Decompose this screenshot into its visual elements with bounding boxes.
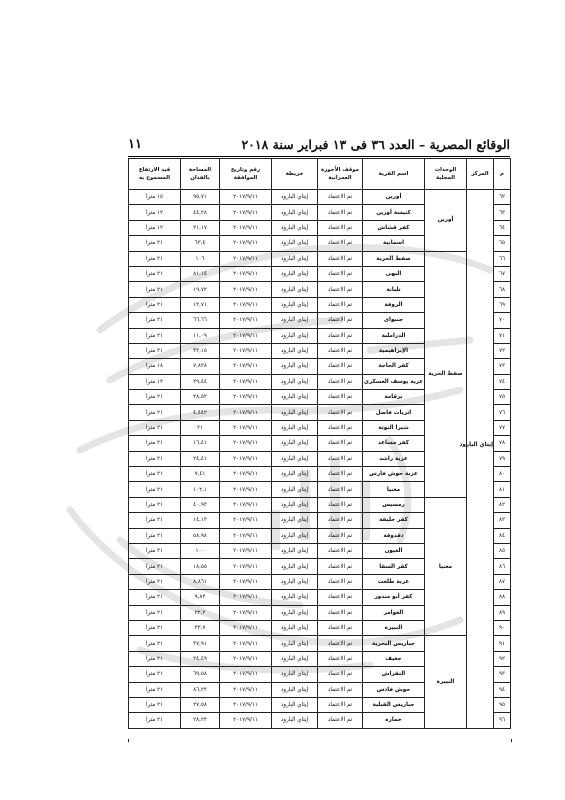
map-cell: إيتاي البارود — [272, 436, 318, 451]
village-name-cell: اسمانية — [363, 236, 425, 251]
approval-date-cell: ٢٠١٧/٩/١١ — [220, 605, 272, 620]
row-number-cell: ٧٦ — [494, 405, 511, 420]
approval-date-cell: ٢٠١٧/٩/١١ — [220, 682, 272, 697]
approval-date-cell: ٢٠١٧/٩/١١ — [220, 405, 272, 420]
village-name-cell: كفر خليفة — [363, 513, 425, 528]
height-limit-cell: ٢١ مترا — [129, 482, 181, 497]
area-cell: ١٦,٤١ — [181, 436, 220, 451]
status-cell: تم الاعتماد — [318, 467, 363, 482]
map-cell: إيتاي البارود — [272, 359, 318, 374]
page-number: ١١ — [128, 137, 142, 152]
area-cell: ٥٨,٩٨ — [181, 528, 220, 543]
area-cell: ٧,٨٢٨ — [181, 359, 220, 374]
village-name-cell: النبيرة — [363, 620, 425, 635]
area-cell: ٧,٤١ — [181, 467, 220, 482]
village-name-cell: عزبة يوسف العسكرى — [363, 374, 425, 389]
map-cell: إيتاي البارود — [272, 636, 318, 651]
row-number-cell: ٦٧ — [494, 266, 511, 281]
village-name-cell: صفط الحرية — [363, 251, 425, 266]
map-cell: إيتاي البارود — [272, 190, 318, 205]
approval-date-cell: ٢٠١٧/٩/١١ — [220, 451, 272, 466]
header-rule — [128, 156, 510, 157]
area-cell: ١١,٠٩ — [181, 328, 220, 343]
height-limit-cell: ٢١ مترا — [129, 590, 181, 605]
area-cell: ٤٤,٢٨ — [181, 205, 220, 220]
status-cell: تم الاعتماد — [318, 559, 363, 574]
area-cell: ٢٨,٥٢ — [181, 390, 220, 405]
status-cell: تم الاعتماد — [318, 405, 363, 420]
village-name-cell: تلبانة — [363, 282, 425, 297]
row-number-cell: ٩٠ — [494, 620, 511, 635]
row-number-cell: ٧٣ — [494, 359, 511, 374]
height-limit-cell: ٢١ مترا — [129, 636, 181, 651]
row-number-cell: ٧٠ — [494, 313, 511, 328]
status-cell: تم الاعتماد — [318, 343, 363, 358]
status-cell: تم الاعتماد — [318, 636, 363, 651]
status-cell: تم الاعتماد — [318, 313, 363, 328]
map-cell: إيتاي البارود — [272, 513, 318, 528]
row-number-cell: ٦٥ — [494, 236, 511, 251]
height-limit-cell: ٢١ مترا — [129, 282, 181, 297]
approval-date-cell: ٢٠١٧/٩/١١ — [220, 620, 272, 635]
height-limit-cell: ٢١ مترا — [129, 620, 181, 635]
approval-date-cell: ٢٠١٧/٩/١١ — [220, 436, 272, 451]
column-header: اسم القرية — [363, 159, 425, 190]
height-limit-cell: ٢١ مترا — [129, 682, 181, 697]
area-cell: ١٤,١٣ — [181, 513, 220, 528]
height-limit-cell: ٢١ مترا — [129, 667, 181, 682]
map-cell: إيتاي البارود — [272, 667, 318, 682]
village-name-cell: عزبة راشد — [363, 451, 425, 466]
row-number-cell: ٩١ — [494, 636, 511, 651]
row-number-cell: ٦٦ — [494, 251, 511, 266]
height-limit-cell: ٢١ مترا — [129, 343, 181, 358]
row-number-cell: ٧٤ — [494, 374, 511, 389]
column-header: م — [494, 159, 511, 190]
map-cell: إيتاي البارود — [272, 390, 318, 405]
village-name-cell: الروقة — [363, 297, 425, 312]
map-cell: إيتاي البارود — [272, 313, 318, 328]
approval-date-cell: ٢٠١٧/٩/١١ — [220, 574, 272, 589]
row-number-cell: ٨٥ — [494, 543, 511, 558]
row-number-cell: ٩٦ — [494, 713, 511, 728]
row-number-cell: ٧٢ — [494, 343, 511, 358]
row-number-cell: ٩٣ — [494, 667, 511, 682]
village-name-cell: حوش فادس — [363, 682, 425, 697]
row-number-cell: ٧١ — [494, 328, 511, 343]
map-cell: إيتاي البارود — [272, 574, 318, 589]
approval-date-cell: ٢٠١٧/٩/١١ — [220, 297, 272, 312]
height-limit-cell: ١٢ مترا — [129, 374, 181, 389]
gazette-issue-title: الوقائع المصرية – العدد ٣٦ فى ١٣ فبراير سنة ٢٠١٨ — [241, 137, 510, 152]
row-number-cell: ٧٥ — [494, 390, 511, 405]
map-cell: إيتاي البارود — [272, 251, 318, 266]
map-cell: إيتاي البارود — [272, 343, 318, 358]
approval-date-cell: ٢٠١٧/٩/١١ — [220, 467, 272, 482]
row-number-cell: ٨٣ — [494, 513, 511, 528]
area-cell: ٨١,١٤ — [181, 266, 220, 281]
approval-date-cell: ٢٠١٧/٩/١١ — [220, 667, 272, 682]
approval-date-cell: ٢٠١٧/٩/١١ — [220, 282, 272, 297]
row-number-cell: ٨١ — [494, 482, 511, 497]
approval-date-cell: ٢٠١٧/٩/١١ — [220, 251, 272, 266]
status-cell: تم الاعتماد — [318, 390, 363, 405]
height-limit-cell: ٢١ مترا — [129, 390, 181, 405]
status-cell: تم الاعتماد — [318, 374, 363, 389]
village-name-cell: اتريات فاضل — [363, 405, 425, 420]
approval-date-cell: ٢٠١٧/٩/١١ — [220, 190, 272, 205]
status-cell: تم الاعتماد — [318, 605, 363, 620]
table-continuation — [128, 739, 512, 742]
map-cell: إيتاي البارود — [272, 590, 318, 605]
height-limit-cell: ٢١ مترا — [129, 236, 181, 251]
area-cell: ١٣,٧١ — [181, 297, 220, 312]
status-cell: تم الاعتماد — [318, 266, 363, 281]
table-header-row — [129, 159, 511, 190]
row-number-cell: ٦٤ — [494, 220, 511, 235]
status-cell: تم الاعتماد — [318, 282, 363, 297]
column-header: المركز — [467, 159, 494, 190]
status-cell: تم الاعتماد — [318, 651, 363, 666]
map-cell: إيتاي البارود — [272, 543, 318, 558]
map-cell: إيتاي البارود — [272, 220, 318, 235]
map-cell: إيتاي البارود — [272, 605, 318, 620]
area-cell: ٦٣,٤ — [181, 236, 220, 251]
approval-date-cell: ٢٠١٧/٩/١١ — [220, 420, 272, 435]
row-number-cell: ٩٤ — [494, 682, 511, 697]
village-name-cell: الإبراهيمية — [363, 343, 425, 358]
row-number-cell: ٩٥ — [494, 697, 511, 712]
approval-date-cell: ٢٠١٧/٩/١١ — [220, 697, 272, 712]
approval-date-cell: ٢٠١٧/٩/١١ — [220, 205, 272, 220]
row-number-cell: ٧٨ — [494, 436, 511, 451]
status-cell: تم الاعتماد — [318, 574, 363, 589]
status-cell: تم الاعتماد — [318, 328, 363, 343]
table-row — [129, 497, 511, 512]
table-row — [129, 190, 511, 205]
area-cell: ١٩,٧٢ — [181, 282, 220, 297]
map-cell: إيتاي البارود — [272, 420, 318, 435]
height-limit-cell: ٢١ مترا — [129, 251, 181, 266]
area-cell: ٩٥,٧١ — [181, 190, 220, 205]
height-limit-cell: ٢١ مترا — [129, 420, 181, 435]
area-cell: ٩,٨٢ — [181, 590, 220, 605]
height-limit-cell: ٢١ مترا — [129, 651, 181, 666]
row-number-cell: ٨٦ — [494, 559, 511, 574]
map-cell: إيتاي البارود — [272, 405, 318, 420]
map-cell: إيتاي البارود — [272, 451, 318, 466]
area-cell: ٦٦,٦٦ — [181, 313, 220, 328]
map-cell: إيتاي البارود — [272, 497, 318, 512]
map-cell: إيتاي البارود — [272, 620, 318, 635]
approval-date-cell: ٢٠١٧/٩/١١ — [220, 590, 272, 605]
status-cell: تم الاعتماد — [318, 236, 363, 251]
area-cell: ٢٧,٥٨ — [181, 697, 220, 712]
page-header — [128, 137, 510, 155]
height-limit-cell: ٢١ مترا — [129, 559, 181, 574]
height-limit-cell: ٢١ مترا — [129, 513, 181, 528]
row-number-cell: ٨٢ — [494, 497, 511, 512]
approval-date-cell: ٢٠١٧/٩/١١ — [220, 528, 272, 543]
area-cell: ١٠٢,١ — [181, 482, 220, 497]
area-cell: ٢١,١٧ — [181, 220, 220, 235]
village-name-cell: شبرا النوتة — [363, 420, 425, 435]
approval-date-cell: ٢٠١٧/٩/١١ — [220, 651, 272, 666]
height-limit-cell: ٢١ مترا — [129, 328, 181, 343]
row-number-cell: ٦٨ — [494, 282, 511, 297]
map-cell: إيتاي البارود — [272, 266, 318, 281]
map-cell: إيتاي البارود — [272, 651, 318, 666]
column-header: رقم وتاريخ الموافقة — [220, 159, 272, 190]
row-number-cell: ٨٤ — [494, 528, 511, 543]
map-cell: إيتاي البارود — [272, 697, 318, 712]
status-cell: تم الاعتماد — [318, 682, 363, 697]
row-number-cell: ٦٩ — [494, 297, 511, 312]
map-cell: إيتاي البارود — [272, 528, 318, 543]
approval-date-cell: ٢٠١٧/٩/١١ — [220, 543, 272, 558]
village-name-cell: كفر مساعد — [363, 436, 425, 451]
approval-date-cell: ٢٠١٧/٩/١١ — [220, 374, 272, 389]
map-cell: إيتاي البارود — [272, 328, 318, 343]
area-cell: ٢٩,٤٤ — [181, 374, 220, 389]
height-limit-cell: ٢١ مترا — [129, 451, 181, 466]
village-name-cell: كفر الحاجة — [363, 359, 425, 374]
village-name-cell: أورين — [363, 190, 425, 205]
area-cell: ٣٧,٩١ — [181, 636, 220, 651]
height-limit-cell: ١٢ مترا — [129, 220, 181, 235]
village-name-cell: الدراملية — [363, 328, 425, 343]
area-cell: ١٠٦ — [181, 251, 220, 266]
village-name-cell: النقراش — [363, 667, 425, 682]
approval-date-cell: ٢٠١٧/٩/١١ — [220, 313, 272, 328]
area-cell: ٢١ — [181, 420, 220, 435]
status-cell: تم الاعتماد — [318, 697, 363, 712]
area-cell: ١٠٠ — [181, 543, 220, 558]
status-cell: تم الاعتماد — [318, 497, 363, 512]
area-cell: ٦٩,٥٨ — [181, 667, 220, 682]
status-cell: تم الاعتماد — [318, 543, 363, 558]
height-limit-cell: ١٥ مترا — [129, 190, 181, 205]
column-header: خريطة — [272, 159, 318, 190]
height-limit-cell: ٢١ مترا — [129, 313, 181, 328]
area-cell: ٤,٤٤٢ — [181, 405, 220, 420]
status-cell: تم الاعتماد — [318, 190, 363, 205]
status-cell: تم الاعتماد — [318, 420, 363, 435]
status-cell: تم الاعتماد — [318, 451, 363, 466]
status-cell: تم الاعتماد — [318, 713, 363, 728]
approval-date-cell: ٢٠١٧/٩/١١ — [220, 713, 272, 728]
village-name-cell: جعيف — [363, 651, 425, 666]
status-cell: تم الاعتماد — [318, 620, 363, 635]
map-cell: إيتاي البارود — [272, 282, 318, 297]
village-name-cell: كفر أبو مندور — [363, 590, 425, 605]
village-name-cell: عزبة حوش فارس — [363, 467, 425, 482]
row-number-cell: ٦٣ — [494, 205, 511, 220]
height-limit-cell: ٢١ مترا — [129, 543, 181, 558]
village-name-cell: رمسيس — [363, 497, 425, 512]
column-header: موقف الأحوزة العمرانية — [318, 159, 363, 190]
height-limit-cell: ٢١ مترا — [129, 266, 181, 281]
approval-date-cell: ٢٠١٧/٩/١١ — [220, 513, 272, 528]
status-cell: تم الاعتماد — [318, 482, 363, 497]
area-cell: ٤٠,٩٣ — [181, 497, 220, 512]
map-cell: إيتاي البارود — [272, 205, 318, 220]
approval-date-cell: ٢٠١٧/٩/١١ — [220, 343, 272, 358]
column-header: قيد الارتفاع المسموح به — [129, 159, 181, 190]
status-cell: تم الاعتماد — [318, 359, 363, 374]
status-cell: تم الاعتماد — [318, 436, 363, 451]
status-cell: تم الاعتماد — [318, 590, 363, 605]
village-name-cell: خمارة — [363, 713, 425, 728]
approval-date-cell: ٢٠١٧/٩/١١ — [220, 497, 272, 512]
area-cell: ٣٣,١٥ — [181, 343, 220, 358]
row-number-cell: ٨٠ — [494, 467, 511, 482]
village-name-cell: كفر السقا — [363, 559, 425, 574]
map-cell: إيتاي البارود — [272, 297, 318, 312]
row-number-cell: ٦٢ — [494, 190, 511, 205]
row-number-cell: ٨٩ — [494, 605, 511, 620]
local-unit-cell: النبيرة — [425, 636, 467, 728]
approval-date-cell: ٢٠١٧/٩/١١ — [220, 359, 272, 374]
villages-table — [128, 158, 511, 729]
map-cell: إيتاي البارود — [272, 713, 318, 728]
village-name-cell: معنيا — [363, 482, 425, 497]
map-cell: إيتاي البارود — [272, 467, 318, 482]
height-limit-cell: ٢١ مترا — [129, 605, 181, 620]
height-limit-cell: ٢١ مترا — [129, 467, 181, 482]
height-limit-cell: ٢١ مترا — [129, 297, 181, 312]
map-cell: إيتاي البارود — [272, 559, 318, 574]
column-header: المساحة بالفدان — [181, 159, 220, 190]
approval-date-cell: ٢٠١٧/٩/١١ — [220, 559, 272, 574]
height-limit-cell: ١٢ مترا — [129, 205, 181, 220]
approval-date-cell: ٢٠١٧/٩/١١ — [220, 266, 272, 281]
village-name-cell: العيون — [363, 543, 425, 558]
table-row — [129, 251, 511, 266]
area-cell: ٢٨,٢٣ — [181, 713, 220, 728]
village-name-cell: دقدوقة — [363, 528, 425, 543]
row-number-cell: ٨٨ — [494, 590, 511, 605]
area-cell: ٢٤,٤١ — [181, 451, 220, 466]
area-cell: ١٨,٥٥ — [181, 559, 220, 574]
village-name-cell: كفر قشاش — [363, 220, 425, 235]
height-limit-cell: ٢١ مترا — [129, 405, 181, 420]
local-unit-cell: أورين — [425, 190, 467, 252]
approval-date-cell: ٢٠١٧/٩/١١ — [220, 236, 272, 251]
status-cell: تم الاعتماد — [318, 513, 363, 528]
area-cell: ٣٢,٧ — [181, 620, 220, 635]
village-name-cell: عزبة طلعت — [363, 574, 425, 589]
village-name-cell: كنيسة أورين — [363, 205, 425, 220]
height-limit-cell: ٢١ مترا — [129, 697, 181, 712]
local-unit-cell: معنيا — [425, 497, 467, 636]
village-name-cell: جنبواى — [363, 313, 425, 328]
table-body — [129, 190, 511, 729]
map-cell: إيتاي البارود — [272, 374, 318, 389]
area-cell: ٢٤,٤٩ — [181, 651, 220, 666]
height-limit-cell: ٢١ مترا — [129, 528, 181, 543]
approval-date-cell: ٢٠١٧/٩/١١ — [220, 328, 272, 343]
approval-date-cell: ٢٠١٧/٩/١١ — [220, 482, 272, 497]
area-cell: ٢٢,٢ — [181, 605, 220, 620]
height-limit-cell: ٢١ مترا — [129, 497, 181, 512]
map-cell: إيتاي البارود — [272, 682, 318, 697]
row-number-cell: ٨٧ — [494, 574, 511, 589]
row-number-cell: ٧٧ — [494, 420, 511, 435]
height-limit-cell: ٢١ مترا — [129, 574, 181, 589]
height-limit-cell: ٢١ مترا — [129, 713, 181, 728]
status-cell: تم الاعتماد — [318, 528, 363, 543]
map-cell: إيتاي البارود — [272, 236, 318, 251]
village-name-cell: العوامر — [363, 605, 425, 620]
village-name-cell: جباريس البحرية — [363, 636, 425, 651]
area-cell: ٨,٨٦١ — [181, 574, 220, 589]
row-number-cell: ٩٢ — [494, 651, 511, 666]
status-cell: تم الاعتماد — [318, 667, 363, 682]
status-cell: تم الاعتماد — [318, 251, 363, 266]
approval-date-cell: ٢٠١٧/٩/١١ — [220, 220, 272, 235]
village-name-cell: جباريس القبلية — [363, 697, 425, 712]
status-cell: تم الاعتماد — [318, 205, 363, 220]
map-cell: إيتاي البارود — [272, 482, 318, 497]
approval-date-cell: ٢٠١٧/٩/١١ — [220, 636, 272, 651]
village-name-cell: برقامة — [363, 390, 425, 405]
status-cell: تم الاعتماد — [318, 220, 363, 235]
local-unit-cell: صفط الحرية — [425, 251, 467, 497]
area-cell: ٨٦,٢٣ — [181, 682, 220, 697]
height-limit-cell: ٢١ مترا — [129, 436, 181, 451]
table-row — [129, 636, 511, 651]
height-limit-cell: ١٨ مترا — [129, 359, 181, 374]
approval-date-cell: ٢٠١٧/٩/١١ — [220, 390, 272, 405]
row-number-cell: ٧٩ — [494, 451, 511, 466]
column-header: الوحدات المحلية — [425, 159, 467, 190]
status-cell: تم الاعتماد — [318, 297, 363, 312]
village-name-cell: البهى — [363, 266, 425, 281]
markaz-cell: إيتاي البارود — [467, 190, 494, 729]
